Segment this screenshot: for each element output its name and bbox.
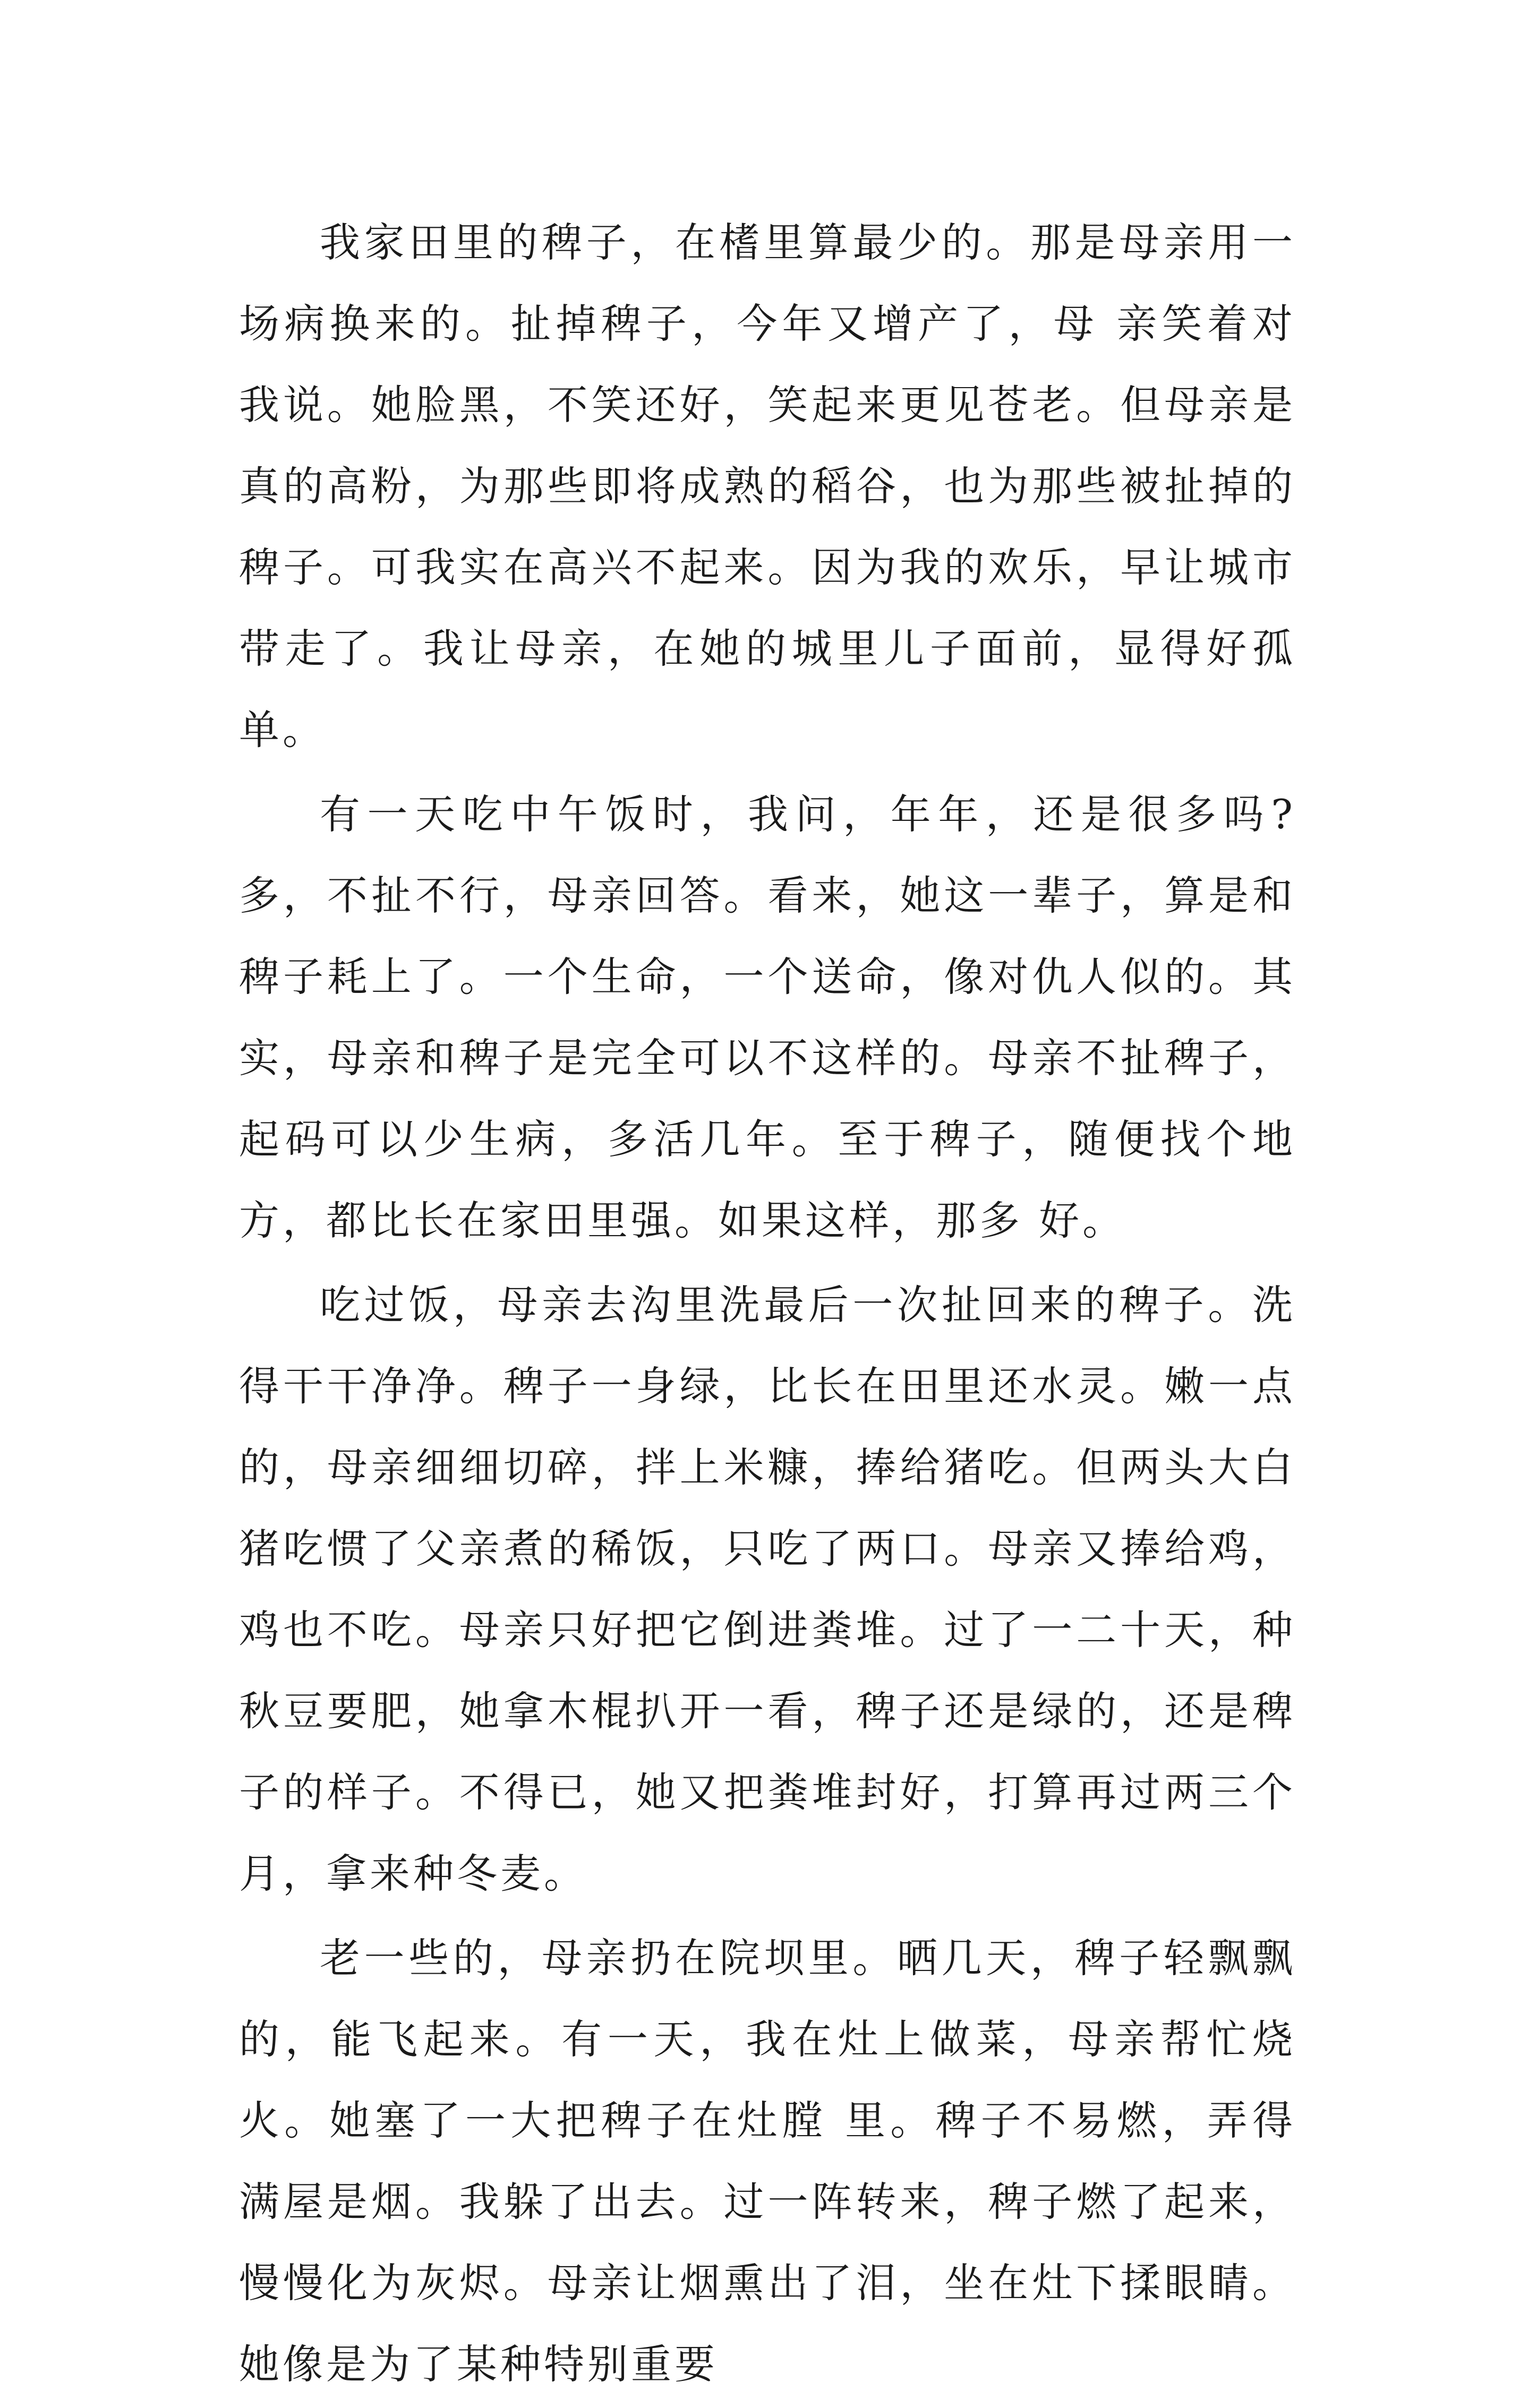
document-body: [239, 202, 1296, 2408]
paragraph-1: 我家田里的稗子，在榰里算最少的。那是母亲用一场病换来的。扯掉稗子，今年又增产了，母 亲笑着对我说。她脸黑，不笑还好，笑起来更见苍老。但母亲是真的高粉，为那些即将成熟的稻谷，也为那些被扯掉的稗子。可我实在高兴不起来。因为我的欢乐，早让城市带走了。我让母亲，在她的城里儿子面前，显得好孤单。: [239, 219, 1296, 753]
paragraph-4: 老一些的，母亲扔在院坝里。晒几天，稗子轻飘飘的，能飞起来。有一天，我在灶上做菜，母亲帮忙烧火。她塞了一大把稗子在灶膛 里。稗子不易燃，弄得满屋是烟。我躲了出去。过一阵转来，稗子燃了起来，慢慢化为灰烬。母亲让烟熏出了泪，坐在灶下揉眼睛。她像是为了某种特别重要: [239, 1934, 1296, 2388]
paragraph-2: 有一天吃中午饭时，我问，年年，还是很多吗?多，不扯不行，母亲回答。看来，她这一辈子，算是和稗子耗上了。一个生命，一个送命，像对仇人似的。其实，母亲和稗子是完全可以不这样的。母亲不扯稗子，起码可以少生病，多活几年。至于稗子，随便找个地方，都比长在家田里强。如果这样，那多 好。: [239, 791, 1296, 1244]
paragraph-3: 吃过饭，母亲去沟里洗最后一次扯回来的稗子。洗得干干净净。稗子一身绿，比长在田里还水灵。嫩一点的，母亲细细切碎，拌上米糠，捧给猪吃。但两头大白猪吃惯了父亲煮的稀饭，只吃了两口。母亲又捧给鸡，鸡也不吃。母亲只好把它倒进粪堆。过了一二十天，种秋豆要肥，她拿木棍扒开一看，稗子还是绿的，还是稗子的样子。不得已，她又把粪堆封好，打算再过两三个月，拿来种冬麦。: [239, 1281, 1296, 1897]
